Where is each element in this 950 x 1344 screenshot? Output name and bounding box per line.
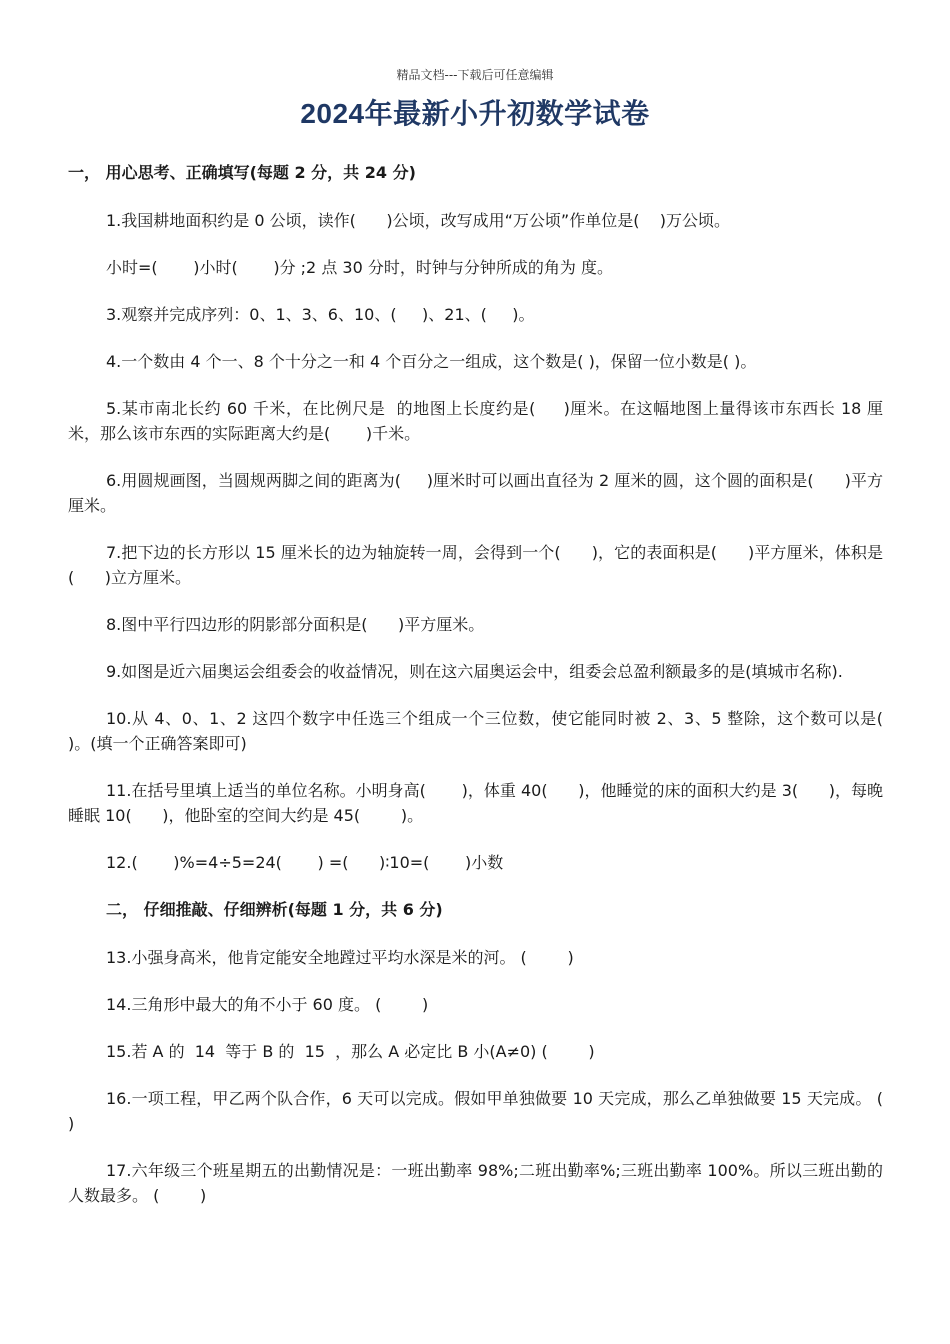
question-6: 6.用圆规画图，当圆规两脚之间的距离为( )厘米时可以画出直径为 2 厘米的圆，这个圆的面积是( )平方厘米。 — [68, 471, 883, 515]
question-15: 15.若 A 的 14 等于 B 的 15 ，那么 A 必定比 B 小(A≠0) ( ) — [106, 1042, 595, 1061]
exam-content — [68, 160, 924, 1230]
question-3: 3.观察并完成序列：0、1、3、6、10、( )、21、( )。 — [106, 305, 535, 324]
question-8: 8.图中平行四边形的阴影部分面积是( )平方厘米。 — [106, 615, 485, 634]
question-5: 5.某市南北长约 60 千米，在比例尺是 的地图上长度约是( )厘米。在这幅地图上量得该市东西长 18 厘米，那么该市东西的实际距离大约是( )千米。 — [68, 399, 883, 443]
question-2: 小时=( )小时( )分 ;2 点 30 分时，时钟与分钟所成的角为 度。 — [106, 258, 613, 277]
question-4: 4.一个数由 4 个一、8 个十分之一和 4 个百分之一组成，这个数是( )，保留一位小数是( )。 — [106, 352, 757, 371]
question-16: 16.一项工程，甲乙两个队合作，6 天可以完成。假如甲单独做要 10 天完成，那么乙单独做要 15 天完成。 ( ) — [68, 1089, 924, 1133]
section-heading-2: 二， 仔细推敲、仔细辨析(每题 1 分，共 6 分) — [106, 900, 443, 919]
question-7: 7.把下边的长方形以 15 厘米长的边为轴旋转一周，会得到一个( )，它的表面积是( )平方厘米，体积是( )立方厘米。 — [68, 543, 883, 587]
question-1: 1.我国耕地面积约是 0 公顷，读作( )公顷，改写成用“万公顷”作单位是( )万公顷。 — [106, 211, 731, 230]
question-13: 13.小强身高米，他肯定能安全地蹚过平均水深是米的河。 ( ) — [106, 948, 574, 967]
page-title: 2024年最新小升初数学试卷 — [300, 98, 650, 129]
question-9: 9.如图是近六届奥运会组委会的收益情况，则在这六届奥运会中，组委会总盈利额最多的是(填城市名称). — [106, 662, 843, 681]
question-10: 10.从 4、0、1、2 这四个数字中任选三个组成一个三位数，使它能同时被 2、3、5 整除，这个数可以是( )。(填一个正确答案即可) — [68, 709, 919, 753]
question-12: 12.( )%=4÷5=24( ) =( )∶10=( )小数 — [106, 853, 504, 872]
question-11: 11.在括号里填上适当的单位名称。小明身高( )，体重 40( )，他睡觉的床的面积大约是 3( )，每晚睡眠 10( )，他卧室的空间大约是 45( )。 — [68, 781, 883, 825]
question-17: 17.六年级三个班星期五的出勤情况是：一班出勤率 98%;二班出勤率%;三班出勤率 100%。所以三班出勤的人数最多。 ( ) — [68, 1161, 883, 1205]
header-note: 精品文档---下载后可任意编辑 — [396, 68, 554, 82]
section-heading-1: 一， 用心思考、正确填写(每题 2 分，共 24 分) — [68, 163, 416, 182]
question-14: 14.三角形中最大的角不小于 60 度。 ( ) — [106, 995, 429, 1014]
